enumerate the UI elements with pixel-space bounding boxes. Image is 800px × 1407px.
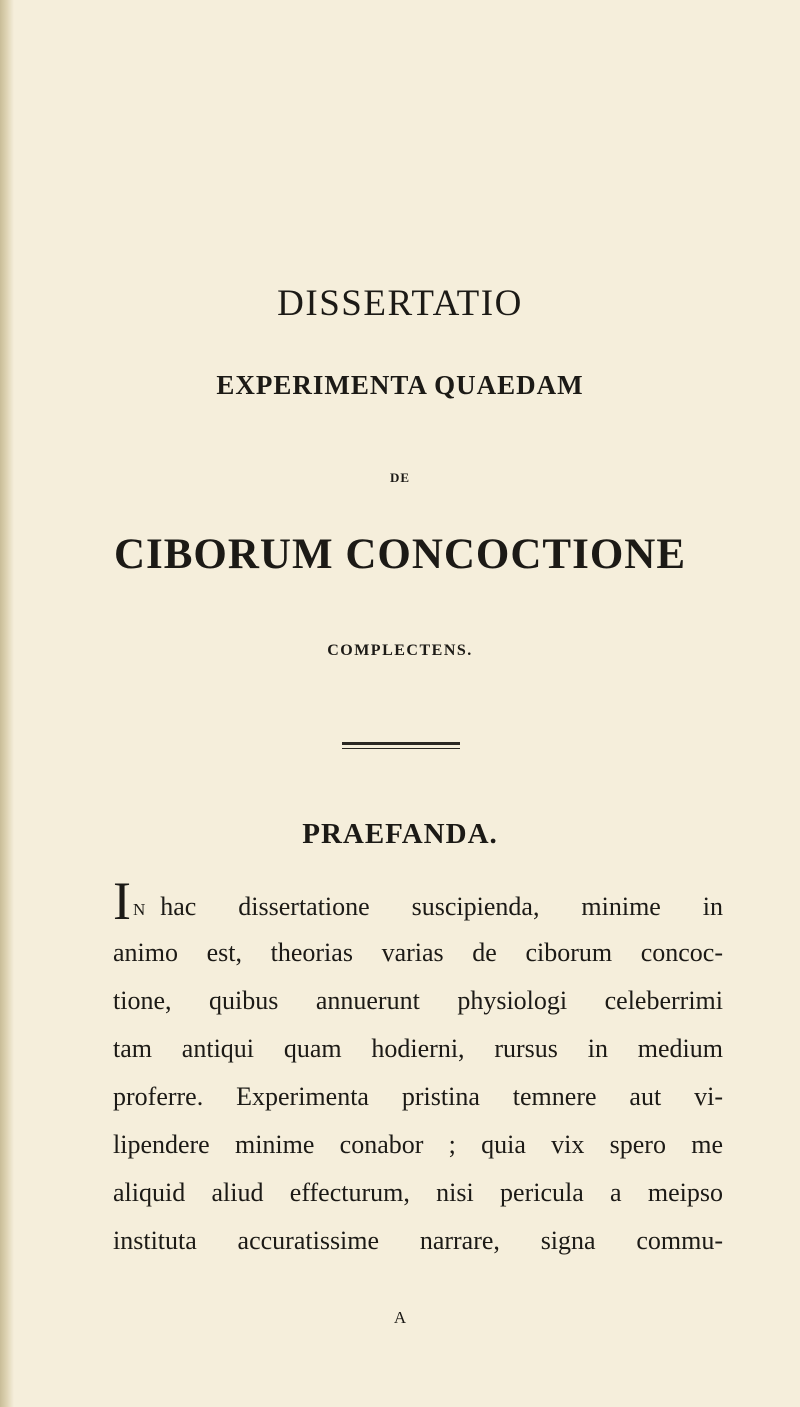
drop-cap-initial: I bbox=[113, 871, 131, 931]
body-line-8: instituta accuratissime narrare, signa commu- bbox=[113, 1226, 723, 1255]
body-line-1 bbox=[113, 871, 723, 931]
body-line-7: aliquid aliud effecturum, nisi pericula a meipso bbox=[113, 1178, 723, 1207]
document-title: DISSERTATIO bbox=[277, 283, 523, 324]
document-subtitle: EXPERIMENTA QUAEDAM bbox=[216, 370, 584, 400]
signature-mark: A bbox=[393, 1308, 407, 1327]
section-heading: PRAEFANDA. bbox=[302, 818, 498, 850]
decorative-divider-rule bbox=[342, 742, 460, 745]
body-line-6: lipendere minime conabor ; quia vix spero me bbox=[113, 1130, 723, 1159]
body-line-4: tam antiqui quam hodierni, rursus in medium bbox=[113, 1034, 723, 1063]
main-title: CIBORUM CONCOCTIONE bbox=[113, 531, 687, 578]
complectens-line: COMPLECTENS. bbox=[327, 642, 473, 659]
body-line-5: proferre. Experimenta pristina temnere aut vi- bbox=[113, 1082, 723, 1111]
first-line-text: hac dissertatione suscipienda, minime in bbox=[160, 892, 723, 921]
body-paragraph bbox=[113, 871, 723, 1265]
preposition-de: DE bbox=[389, 470, 411, 485]
initial-small-caps: N bbox=[132, 900, 147, 919]
body-line-2: animo est, theorias varias de ciborum concoc- bbox=[113, 938, 723, 967]
body-line-3: tione, quibus annuerunt physiologi celeberrimi bbox=[113, 986, 723, 1015]
